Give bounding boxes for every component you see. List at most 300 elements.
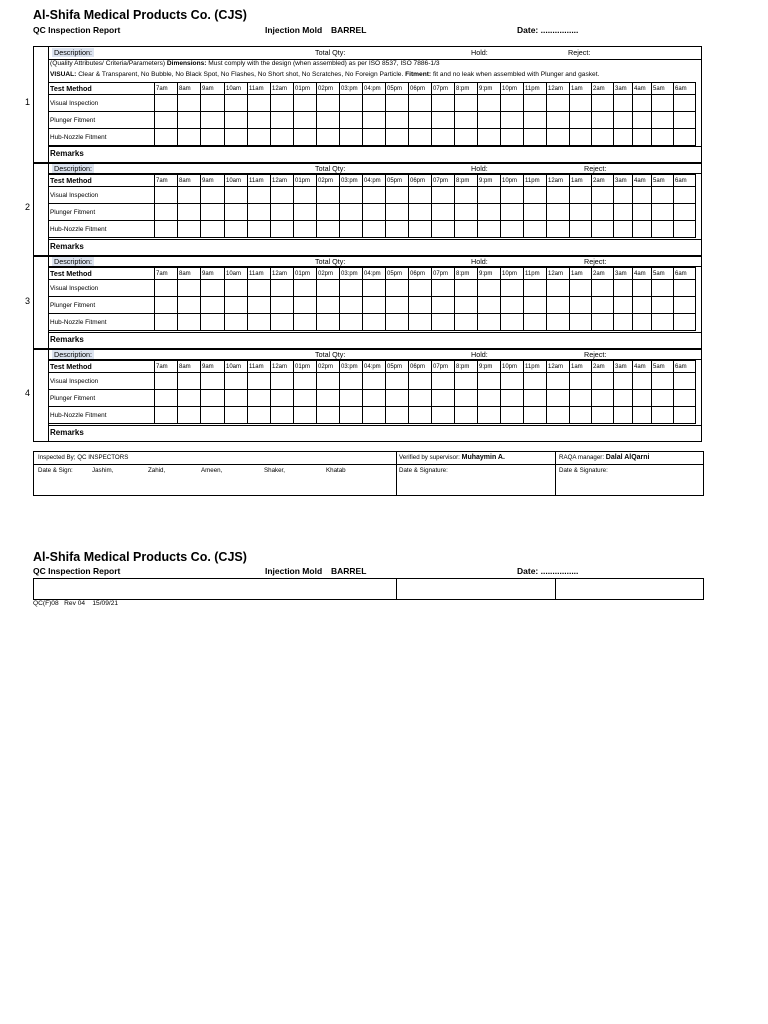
entry-cell[interactable]	[524, 280, 547, 297]
entry-cell[interactable]	[652, 95, 674, 112]
entry-cell[interactable]	[201, 280, 225, 297]
entry-cell[interactable]	[524, 112, 547, 129]
entry-cell[interactable]	[674, 112, 696, 129]
entry-cell[interactable]	[178, 95, 201, 112]
entry-cell[interactable]	[547, 390, 570, 407]
entry-cell[interactable]	[592, 204, 614, 221]
entry-cell[interactable]	[340, 390, 363, 407]
entry-cell[interactable]	[633, 280, 652, 297]
entry-cell[interactable]	[363, 314, 386, 331]
entry-cell[interactable]	[386, 204, 409, 221]
entry-cell[interactable]	[155, 280, 178, 297]
entry-cell[interactable]	[674, 373, 696, 390]
entry-cell[interactable]	[524, 129, 547, 146]
entry-cell[interactable]	[570, 280, 592, 297]
entry-cell[interactable]	[363, 95, 386, 112]
entry-cell[interactable]	[225, 95, 248, 112]
remarks-row[interactable]: Remarks	[48, 239, 702, 254]
entry-cell[interactable]	[614, 314, 633, 331]
entry-cell[interactable]	[614, 204, 633, 221]
entry-cell[interactable]	[547, 314, 570, 331]
entry-cell[interactable]	[317, 297, 340, 314]
entry-cell[interactable]	[674, 204, 696, 221]
entry-cell[interactable]	[570, 297, 592, 314]
entry-cell[interactable]	[155, 297, 178, 314]
entry-cell[interactable]	[340, 95, 363, 112]
time-header: 9am	[201, 175, 225, 187]
entry-cell[interactable]	[178, 314, 201, 331]
entry-cell[interactable]	[633, 373, 652, 390]
entry-cell[interactable]	[248, 95, 271, 112]
entry-cell[interactable]	[547, 95, 570, 112]
entry-cell[interactable]	[386, 221, 409, 238]
entry-cell[interactable]	[178, 280, 201, 297]
entry-cell[interactable]	[614, 373, 633, 390]
entry-cell[interactable]	[248, 112, 271, 129]
entry-cell[interactable]	[155, 129, 178, 146]
entry-cell[interactable]	[570, 390, 592, 407]
entry-cell[interactable]	[478, 129, 501, 146]
entry-cell[interactable]	[652, 373, 674, 390]
entry-cell[interactable]	[271, 95, 294, 112]
entry-cell[interactable]	[178, 112, 201, 129]
entry-cell[interactable]	[592, 112, 614, 129]
time-header: 10am	[225, 175, 248, 187]
remarks-row[interactable]: Remarks	[48, 332, 702, 347]
entry-cell[interactable]	[524, 204, 547, 221]
entry-cell[interactable]	[225, 221, 248, 238]
entry-cell[interactable]	[201, 390, 225, 407]
entry-cell[interactable]	[225, 314, 248, 331]
entry-cell[interactable]	[524, 297, 547, 314]
entry-cell[interactable]	[592, 95, 614, 112]
entry-cell[interactable]	[455, 129, 478, 146]
entry-cell[interactable]	[178, 187, 201, 204]
entry-cell[interactable]	[478, 187, 501, 204]
entry-cell[interactable]	[501, 112, 524, 129]
entry-cell[interactable]	[524, 390, 547, 407]
entry-cell[interactable]	[674, 187, 696, 204]
entry-cell[interactable]	[652, 314, 674, 331]
entry-cell[interactable]	[386, 390, 409, 407]
entry-cell[interactable]	[178, 407, 201, 424]
entry-cell[interactable]	[652, 221, 674, 238]
entry-cell[interactable]	[652, 187, 674, 204]
entry-cell[interactable]	[455, 204, 478, 221]
entry-cell[interactable]	[614, 221, 633, 238]
entry-cell[interactable]	[652, 297, 674, 314]
entry-cell[interactable]	[432, 297, 455, 314]
entry-cell[interactable]	[614, 390, 633, 407]
entry-cell[interactable]	[570, 129, 592, 146]
entry-cell[interactable]	[547, 280, 570, 297]
entry-cell[interactable]	[201, 204, 225, 221]
entry-cell[interactable]	[478, 314, 501, 331]
entry-cell[interactable]	[155, 407, 178, 424]
entry-cell[interactable]	[201, 187, 225, 204]
entry-cell[interactable]	[570, 187, 592, 204]
remarks-row[interactable]: Remarks	[48, 146, 702, 161]
entry-cell[interactable]	[225, 390, 248, 407]
entry-cell[interactable]	[271, 280, 294, 297]
entry-cell[interactable]	[271, 390, 294, 407]
entry-cell[interactable]	[363, 407, 386, 424]
entry-cell[interactable]	[340, 314, 363, 331]
time-header: 12am	[271, 83, 294, 95]
entry-cell[interactable]	[455, 187, 478, 204]
entry-cell[interactable]	[386, 95, 409, 112]
entry-cell[interactable]	[271, 204, 294, 221]
entry-cell[interactable]	[386, 407, 409, 424]
entry-cell[interactable]	[225, 407, 248, 424]
entry-cell[interactable]	[570, 221, 592, 238]
entry-cell[interactable]	[570, 373, 592, 390]
entry-cell[interactable]	[524, 187, 547, 204]
entry-cell[interactable]	[271, 129, 294, 146]
entry-cell[interactable]	[294, 373, 317, 390]
entry-cell[interactable]	[271, 373, 294, 390]
entry-cell[interactable]	[432, 280, 455, 297]
entry-cell[interactable]	[317, 407, 340, 424]
entry-cell[interactable]	[248, 280, 271, 297]
entry-cell[interactable]	[652, 129, 674, 146]
entry-cell[interactable]	[614, 112, 633, 129]
entry-cell[interactable]	[155, 373, 178, 390]
entry-cell[interactable]	[455, 390, 478, 407]
entry-cell[interactable]	[225, 129, 248, 146]
entry-cell[interactable]	[547, 407, 570, 424]
entry-cell[interactable]	[633, 390, 652, 407]
entry-cell[interactable]	[592, 297, 614, 314]
entry-cell[interactable]	[248, 297, 271, 314]
entry-cell[interactable]	[455, 280, 478, 297]
entry-cell[interactable]	[201, 314, 225, 331]
entry-cell[interactable]	[633, 187, 652, 204]
entry-cell[interactable]	[363, 187, 386, 204]
entry-cell[interactable]	[547, 221, 570, 238]
entry-cell[interactable]	[614, 95, 633, 112]
entry-cell[interactable]	[409, 407, 432, 424]
entry-cell[interactable]	[363, 390, 386, 407]
entry-cell[interactable]	[294, 407, 317, 424]
entry-cell[interactable]	[155, 390, 178, 407]
entry-cell[interactable]	[317, 95, 340, 112]
entry-cell[interactable]	[674, 297, 696, 314]
entry-cell[interactable]	[570, 314, 592, 331]
entry-cell[interactable]	[547, 297, 570, 314]
entry-cell[interactable]	[294, 112, 317, 129]
entry-cell[interactable]	[501, 407, 524, 424]
entry-cell[interactable]	[524, 407, 547, 424]
entry-cell[interactable]	[386, 112, 409, 129]
block-number: 2	[25, 202, 31, 212]
entry-cell[interactable]	[592, 221, 614, 238]
entry-cell[interactable]	[674, 407, 696, 424]
entry-cell[interactable]	[317, 112, 340, 129]
entry-cell[interactable]	[409, 204, 432, 221]
entry-cell[interactable]	[294, 314, 317, 331]
entry-cell[interactable]	[386, 297, 409, 314]
entry-cell[interactable]	[432, 95, 455, 112]
entry-cell[interactable]	[340, 373, 363, 390]
entry-cell[interactable]	[478, 373, 501, 390]
entry-cell[interactable]	[432, 112, 455, 129]
entry-cell[interactable]	[201, 221, 225, 238]
entry-cell[interactable]	[614, 407, 633, 424]
entry-cell[interactable]	[547, 187, 570, 204]
entry-cell[interactable]	[340, 112, 363, 129]
entry-cell[interactable]	[248, 407, 271, 424]
entry-cell[interactable]	[633, 95, 652, 112]
entry-cell[interactable]	[386, 187, 409, 204]
entry-cell[interactable]	[633, 407, 652, 424]
entry-cell[interactable]	[340, 187, 363, 204]
entry-cell[interactable]	[501, 280, 524, 297]
entry-cell[interactable]	[178, 297, 201, 314]
entry-cell[interactable]	[614, 280, 633, 297]
revision: Rev 04	[64, 600, 86, 607]
entry-cell[interactable]	[633, 129, 652, 146]
entry-cell[interactable]	[201, 112, 225, 129]
entry-cell[interactable]	[178, 390, 201, 407]
entry-cell[interactable]	[547, 373, 570, 390]
entry-cell[interactable]	[340, 129, 363, 146]
entry-cell[interactable]	[294, 280, 317, 297]
entry-cell[interactable]	[478, 204, 501, 221]
entry-cell[interactable]	[248, 187, 271, 204]
entry-cell[interactable]	[409, 280, 432, 297]
entry-cell[interactable]	[201, 129, 225, 146]
entry-cell[interactable]	[432, 373, 455, 390]
entry-cell[interactable]	[455, 407, 478, 424]
entry-cell[interactable]	[386, 280, 409, 297]
entry-cell[interactable]	[455, 373, 478, 390]
entry-cell[interactable]	[652, 112, 674, 129]
entry-cell[interactable]	[570, 204, 592, 221]
entry-cell[interactable]	[501, 390, 524, 407]
entry-cell[interactable]	[409, 390, 432, 407]
entry-cell[interactable]	[317, 390, 340, 407]
entry-cell[interactable]	[340, 297, 363, 314]
entry-cell[interactable]	[363, 112, 386, 129]
entry-cell[interactable]	[432, 314, 455, 331]
entry-cell[interactable]	[409, 221, 432, 238]
remarks-row[interactable]: Remarks	[48, 425, 702, 440]
entry-cell[interactable]	[674, 280, 696, 297]
entry-cell[interactable]	[271, 221, 294, 238]
entry-cell[interactable]	[501, 373, 524, 390]
entry-cell[interactable]	[271, 112, 294, 129]
entry-cell[interactable]	[614, 129, 633, 146]
entry-cell[interactable]	[155, 187, 178, 204]
manager-date-signature[interactable]: Date & Signature:	[559, 467, 608, 474]
entry-cell[interactable]	[225, 204, 248, 221]
inspector-name: Ameen,	[201, 467, 223, 474]
entry-cell[interactable]	[547, 204, 570, 221]
entry-cell[interactable]	[386, 373, 409, 390]
entry-cell[interactable]	[248, 390, 271, 407]
entry-cell[interactable]	[271, 187, 294, 204]
supervisor-date-signature[interactable]: Date & Signature:	[399, 467, 448, 474]
entry-cell[interactable]	[248, 314, 271, 331]
entry-cell[interactable]	[524, 221, 547, 238]
entry-cell[interactable]	[478, 112, 501, 129]
entry-cell[interactable]	[340, 407, 363, 424]
entry-cell[interactable]	[317, 280, 340, 297]
entry-cell[interactable]	[225, 112, 248, 129]
entry-cell[interactable]	[570, 95, 592, 112]
entry-cell[interactable]	[674, 314, 696, 331]
entry-cell[interactable]	[271, 407, 294, 424]
entry-cell[interactable]	[363, 280, 386, 297]
entry-cell[interactable]	[363, 297, 386, 314]
entry-cell[interactable]	[294, 129, 317, 146]
entry-cell[interactable]	[674, 95, 696, 112]
entry-cell[interactable]	[386, 129, 409, 146]
entry-cell[interactable]	[155, 112, 178, 129]
entry-cell[interactable]	[614, 187, 633, 204]
entry-cell[interactable]	[340, 280, 363, 297]
entry-cell[interactable]	[432, 129, 455, 146]
entry-cell[interactable]	[178, 373, 201, 390]
entry-cell[interactable]	[409, 95, 432, 112]
entry-cell[interactable]	[501, 187, 524, 204]
entry-cell[interactable]	[225, 373, 248, 390]
entry-cell[interactable]	[271, 314, 294, 331]
entry-cell[interactable]	[652, 204, 674, 221]
entry-cell[interactable]	[340, 204, 363, 221]
entry-cell[interactable]	[363, 204, 386, 221]
entry-cell[interactable]	[652, 280, 674, 297]
entry-cell[interactable]	[478, 407, 501, 424]
entry-cell[interactable]	[409, 297, 432, 314]
entry-cell[interactable]	[633, 314, 652, 331]
entry-cell[interactable]	[674, 221, 696, 238]
entry-cell[interactable]	[248, 221, 271, 238]
entry-cell[interactable]	[409, 112, 432, 129]
entry-cell[interactable]	[294, 95, 317, 112]
entry-cell[interactable]	[478, 95, 501, 112]
entry-cell[interactable]	[547, 112, 570, 129]
entry-cell[interactable]	[317, 129, 340, 146]
entry-cell[interactable]	[294, 221, 317, 238]
entry-cell[interactable]	[455, 314, 478, 331]
entry-cell[interactable]	[674, 129, 696, 146]
entry-cell[interactable]	[317, 221, 340, 238]
entry-cell[interactable]	[455, 297, 478, 314]
entry-cell[interactable]	[524, 95, 547, 112]
entry-cell[interactable]	[225, 280, 248, 297]
entry-cell[interactable]	[155, 95, 178, 112]
entry-cell[interactable]	[652, 407, 674, 424]
entry-cell[interactable]	[652, 390, 674, 407]
entry-cell[interactable]	[524, 314, 547, 331]
entry-cell[interactable]	[178, 129, 201, 146]
entry-cell[interactable]	[317, 314, 340, 331]
entry-cell[interactable]	[409, 129, 432, 146]
entry-cell[interactable]	[633, 112, 652, 129]
entry-cell[interactable]	[633, 221, 652, 238]
entry-cell[interactable]	[478, 221, 501, 238]
entry-cell[interactable]	[501, 221, 524, 238]
entry-cell[interactable]	[432, 407, 455, 424]
entry-cell[interactable]	[294, 390, 317, 407]
entry-cell[interactable]	[592, 390, 614, 407]
entry-cell[interactable]	[614, 297, 633, 314]
entry-cell[interactable]	[455, 95, 478, 112]
entry-cell[interactable]	[201, 373, 225, 390]
entry-cell[interactable]	[455, 221, 478, 238]
entry-cell[interactable]	[570, 112, 592, 129]
entry-cell[interactable]	[592, 280, 614, 297]
entry-cell[interactable]	[432, 390, 455, 407]
entry-cell[interactable]	[248, 204, 271, 221]
entry-cell[interactable]	[317, 373, 340, 390]
entry-cell[interactable]	[340, 221, 363, 238]
entry-cell[interactable]	[478, 390, 501, 407]
entry-cell[interactable]	[225, 187, 248, 204]
entry-cell[interactable]	[409, 314, 432, 331]
entry-cell[interactable]	[201, 297, 225, 314]
entry-cell[interactable]	[225, 297, 248, 314]
entry-cell[interactable]	[633, 204, 652, 221]
entry-cell[interactable]	[155, 221, 178, 238]
entry-cell[interactable]	[501, 297, 524, 314]
entry-cell[interactable]	[409, 373, 432, 390]
entry-cell[interactable]	[248, 129, 271, 146]
entry-cell[interactable]	[294, 204, 317, 221]
entry-cell[interactable]	[178, 221, 201, 238]
entry-cell[interactable]	[201, 95, 225, 112]
entry-cell[interactable]	[501, 129, 524, 146]
entry-cell[interactable]	[294, 297, 317, 314]
entry-cell[interactable]	[432, 221, 455, 238]
entry-cell[interactable]	[363, 373, 386, 390]
entry-cell[interactable]	[592, 407, 614, 424]
entry-cell[interactable]	[592, 314, 614, 331]
entry-cell[interactable]	[363, 129, 386, 146]
entry-cell[interactable]	[294, 187, 317, 204]
entry-cell[interactable]	[317, 187, 340, 204]
entry-cell[interactable]	[501, 95, 524, 112]
entry-cell[interactable]	[178, 204, 201, 221]
entry-cell[interactable]	[547, 129, 570, 146]
entry-cell[interactable]	[592, 373, 614, 390]
entry-cell[interactable]	[432, 187, 455, 204]
entry-cell[interactable]	[317, 204, 340, 221]
entry-cell[interactable]	[501, 314, 524, 331]
entry-cell[interactable]	[478, 280, 501, 297]
entry-cell[interactable]	[271, 297, 294, 314]
entry-cell[interactable]	[386, 314, 409, 331]
entry-cell[interactable]	[155, 314, 178, 331]
entry-cell[interactable]	[524, 373, 547, 390]
entry-cell[interactable]	[409, 187, 432, 204]
entry-cell[interactable]	[570, 407, 592, 424]
entry-cell[interactable]	[201, 407, 225, 424]
entry-cell[interactable]	[633, 297, 652, 314]
entry-cell[interactable]	[155, 204, 178, 221]
entry-cell[interactable]	[248, 373, 271, 390]
entry-cell[interactable]	[674, 390, 696, 407]
entry-cell[interactable]	[592, 187, 614, 204]
entry-cell[interactable]	[478, 297, 501, 314]
entry-cell[interactable]	[432, 204, 455, 221]
entry-cell[interactable]	[363, 221, 386, 238]
entry-cell[interactable]	[501, 204, 524, 221]
entry-cell[interactable]	[455, 112, 478, 129]
entry-cell[interactable]	[592, 129, 614, 146]
